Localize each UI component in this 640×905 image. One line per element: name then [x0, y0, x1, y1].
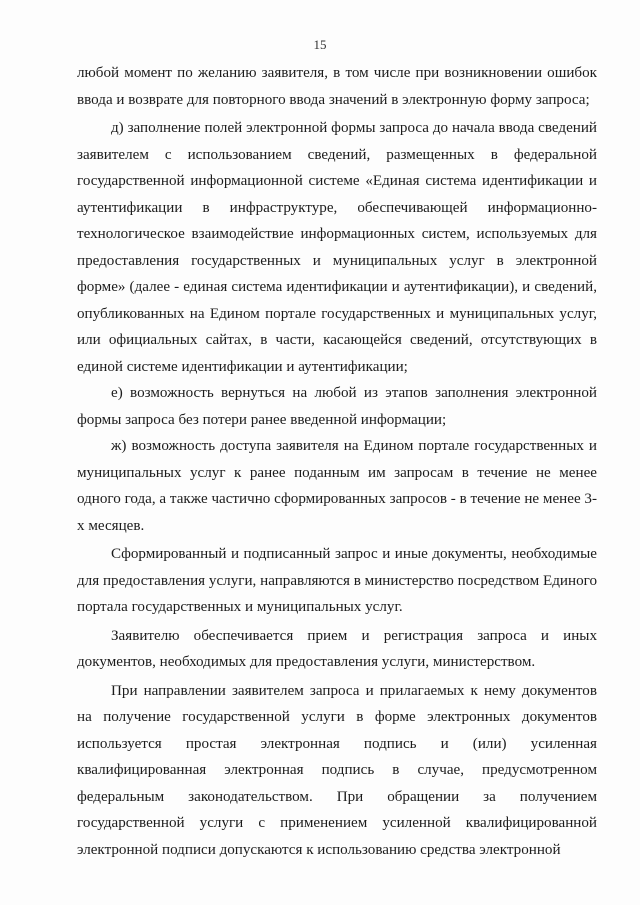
paragraph-submission: Сформированный и подписанный запрос и иные документы, необходимые для предоставления услуги, направляются в министерство посредством Единого портала государственных и муниципальных услуг. [77, 546, 597, 615]
paragraph-registration: Заявителю обеспечивается прием и регистрация запроса и иных документов, необходимых для предоставления услуги, министерством. [77, 627, 597, 670]
document-body [77, 60, 597, 863]
paragraph-item-e: е) возможность вернуться на любой из этапов заполнения электронной формы запроса без потери ранее введенной информации; [77, 385, 597, 428]
paragraph-item-zh: ж) возможность доступа заявителя на Едином портале государственных и муниципальных услуг к ранее поданным им запросам в течение не менее одного года, а также частично сформированных запросов - в течение не менее 3-х месяцев. [77, 438, 597, 534]
paragraph-item-d: д) заполнение полей электронной формы запроса до начала ввода сведений заявителем с использованием сведений, размещенных в федеральной государственной информационной системе «Единая система идентификации и аутентификации в инфраструктуре, обеспечивающей информационно-технологическое взаимодействие информационных систем, используемых для предоставления государственных и муниципальных услуг в электронной форме» (далее - единая система идентификации и аутентификации), и сведений, опубликованных на Едином портале государственных и муниципальных услуг, или официальных сайтах, в части, касающейся сведений, отсутствующих в единой системе идентификации и аутентификации; [77, 120, 597, 375]
paragraph-continuation: любой момент по желанию заявителя, в том числе при возникновении ошибок ввода и возврате для повторного ввода значений в электронную форму запроса; [77, 65, 597, 108]
paragraph-electronic-signature: При направлении заявителем запроса и прилагаемых к нему документов на получение государственной услуги в форме электронных документов используется простая электронная подпись и (или) усиленная квалифицированная электронная подпись в случае, предусмотренном федеральным законодательством. При обращении за получением государственной услуги с применением усиленной квалифицированной электронной подписи допускаются к использованию средства электронной [77, 682, 597, 858]
page-number: 15 [313, 37, 327, 52]
